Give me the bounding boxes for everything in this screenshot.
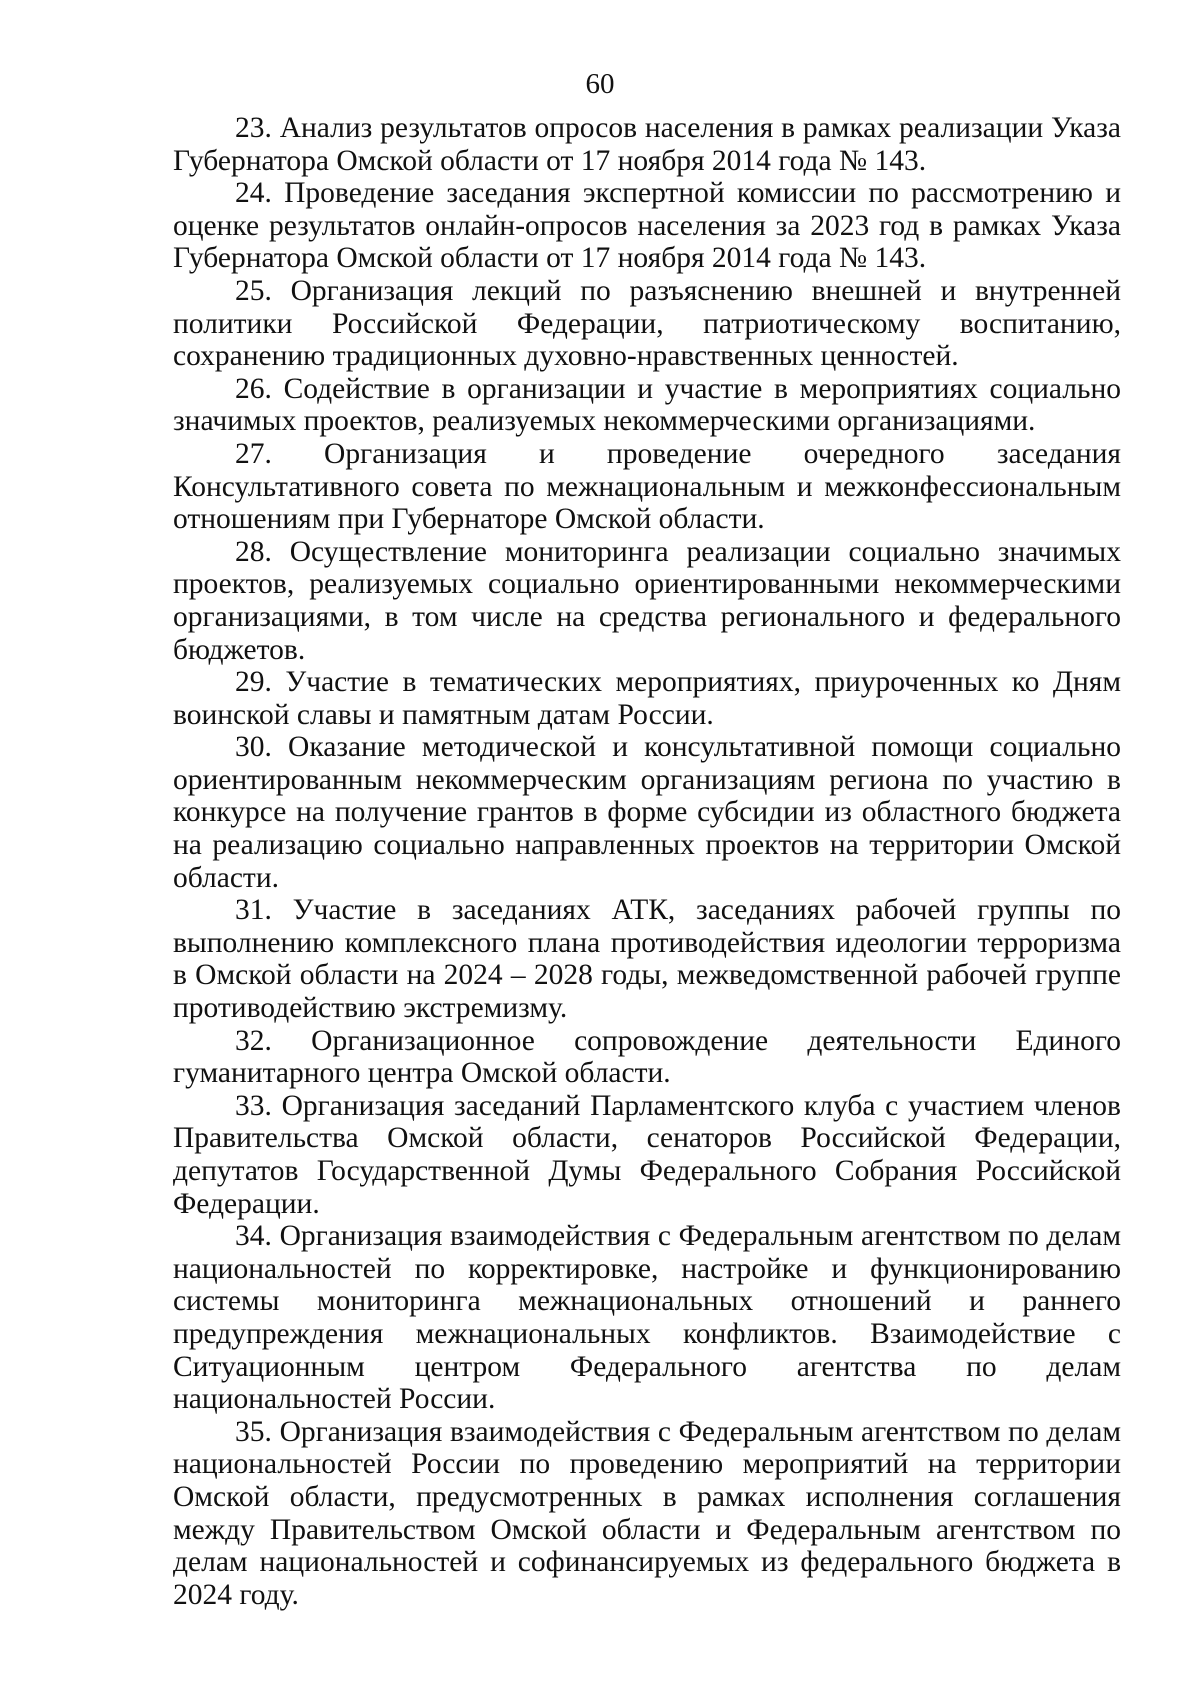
- list-item-24: 24. Проведение заседания экспертной комиссии по рассмотрению и оценке результатов онлайн-опросов населения за 2023 год в рамках Указа Губернатора Омской области от 17 ноября 2014 года № 143.: [173, 177, 1121, 275]
- list-item-26: 26. Содействие в организации и участие в мероприятиях социально значимых проектов, реализуемых некоммерческими организациями.: [173, 372, 1121, 438]
- list-item-31: 31. Участие в заседаниях АТК, заседаниях рабочей группы по выполнению комплексного плана противодействия идеологии терроризма в Омской области на 2024 – 2028 годы, межведомственной рабочей группе противодействию экстремизму.: [173, 894, 1121, 1025]
- list-item-34: 34. Организация взаимодействия с Федеральным агентством по делам национальностей по корректировке, настройке и функционированию системы мониторинга межнациональных отношений и раннего предупреждения межнациональных конфликтов. Взаимодействие с Ситуационным центром Федерального агентства по делам национальностей России.: [173, 1220, 1121, 1416]
- document-body: [173, 112, 1121, 1611]
- list-item-28: 28. Осуществление мониторинга реализации социально значимых проектов, реализуемых социально ориентированными некоммерческими организациями, в том числе на средства регионального и федерального бюджетов.: [173, 535, 1121, 666]
- list-item-35: 35. Организация взаимодействия с Федеральным агентством по делам национальностей России по проведению мероприятий на территории Омской области, предусмотренных в рамках исполнения соглашения между Правительством Омской области и Федеральным агентством по делам национальностей и софинансируемых из федерального бюджета в 2024 году.: [173, 1415, 1121, 1611]
- list-item-32: 32. Организационное сопровождение деятельности Единого гуманитарного центра Омской области.: [173, 1024, 1121, 1090]
- list-item-27: 27. Организация и проведение очередного заседания Консультативного совета по межнациональным и межконфессиональным отношениям при Губернаторе Омской области.: [173, 437, 1121, 536]
- list-item-23: 23. Анализ результатов опросов населения в рамках реализации Указа Губернатора Омской области от 17 ноября 2014 года № 143.: [173, 112, 1121, 177]
- list-item-30: 30. Оказание методической и консультативной помощи социально ориентированным некоммерческим организациям региона по участию в конкурсе на получение грантов в форме субсидии из областного бюджета на реализацию социально направленных проектов на территории Омской области.: [173, 731, 1121, 894]
- list-item-25: 25. Организация лекций по разъяснению внешней и внутренней политики Российской Федерации, патриотическому воспитанию, сохранению традиционных духовно-нравственных ценностей.: [173, 274, 1121, 373]
- list-item-29: 29. Участие в тематических мероприятиях, приуроченных ко Дням воинской славы и памятным датам России.: [173, 666, 1121, 731]
- list-item-33: 33. Организация заседаний Парламентского клуба с участием членов Правительства Омской области, сенаторов Российской Федерации, депутатов Государственной Думы Федерального Собрания Российской Федерации.: [173, 1089, 1121, 1220]
- page-number: 60: [585, 68, 615, 100]
